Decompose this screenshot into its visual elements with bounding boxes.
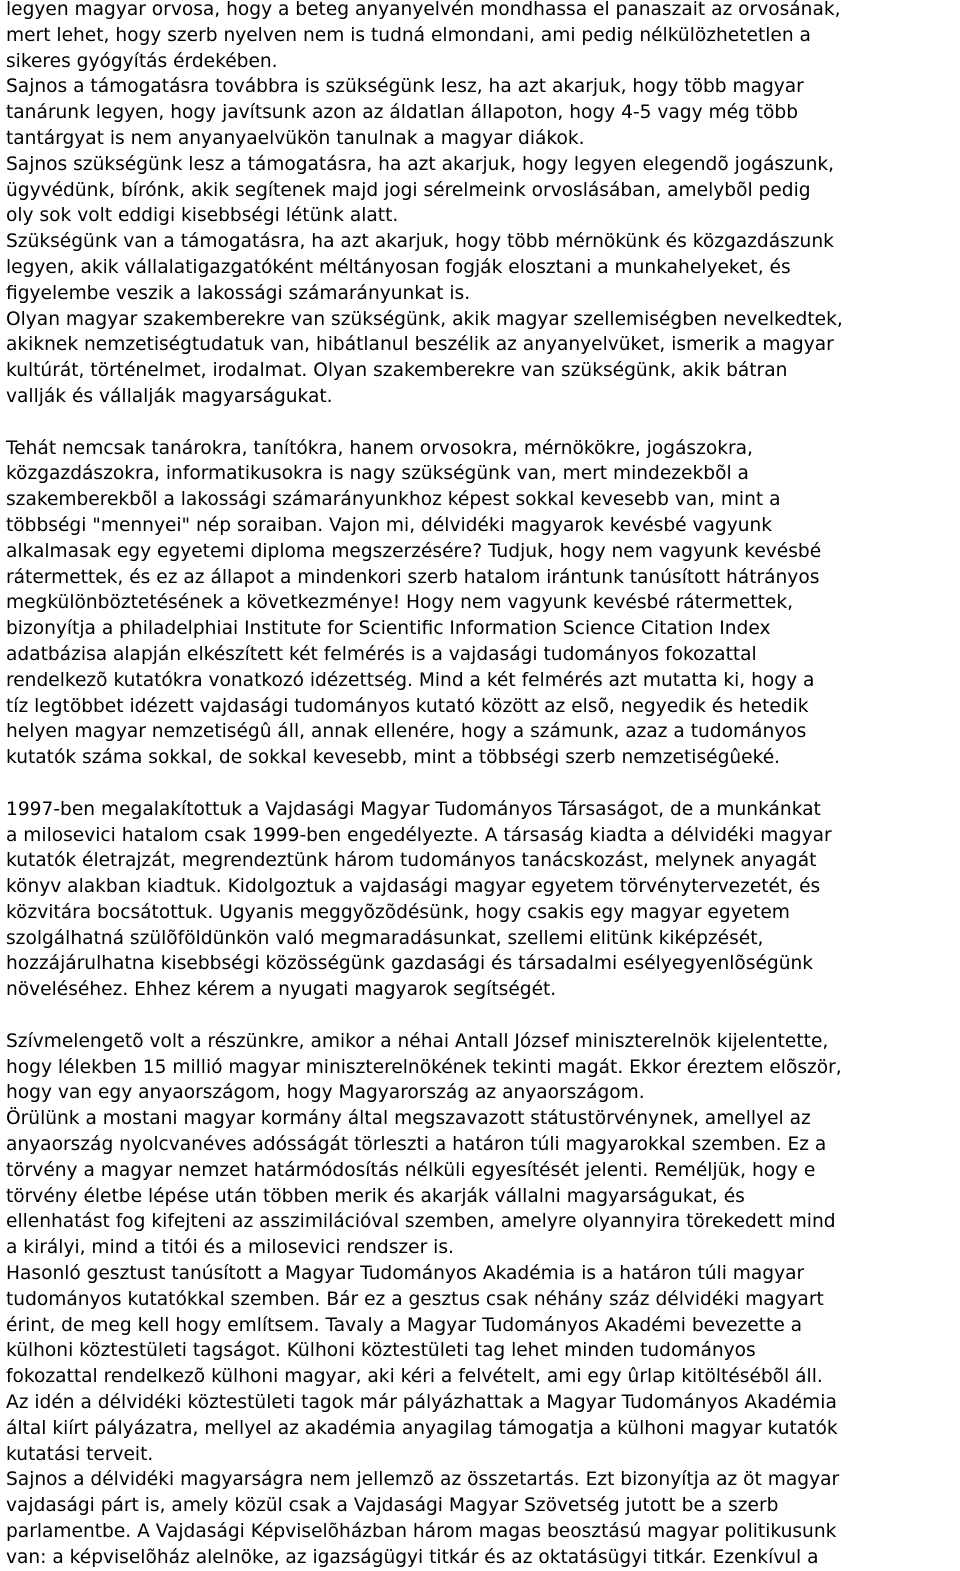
text-line: növeléséhez. Ehhez kérem a nyugati magyarok segítségét. bbox=[6, 979, 557, 1001]
text-line: vallják és vállalják magyarságukat. bbox=[6, 385, 333, 407]
text-line: kutatási terveit. bbox=[6, 1443, 154, 1465]
text-line: kutatók életrajzát, megrendeztünk három tudományos tanácskozást, melynek anyagát bbox=[6, 850, 817, 872]
text-line: szakemberekbõl a lakossági számarányunkhoz képest sokkal kevesebb van, mint a bbox=[6, 489, 781, 511]
text-line: Sajnos szükségünk lesz a támogatásra, ha azt akarjuk, hogy legyen elegendõ jogászunk, bbox=[6, 153, 835, 175]
text-line: anyaország nyolcvanéves adósságát törleszti a határon túli magyarokkal szemben. Ez a bbox=[6, 1134, 827, 1156]
text-line: Örülünk a mostani magyar kormány által megszavazott státustörvénynek, amellyel az bbox=[6, 1108, 811, 1130]
text-line: 1997-ben megalakítottuk a Vajdasági Magyar Tudományos Társaságot, de a munkánkat bbox=[6, 798, 821, 820]
text-line: legyen, akik vállalatigazgatóként méltányosan fogják elosztani a munkahelyeket, és bbox=[6, 256, 791, 278]
text-line: Sajnos a délvidéki magyarságra nem jellemzõ az összetartás. Ezt bizonyítja az öt magyar bbox=[6, 1469, 840, 1491]
paragraph-block-2 bbox=[6, 436, 956, 771]
text-line: kutatók száma sokkal, de sokkal kevesebb, mint a többségi szerb nemzetiségûeké. bbox=[6, 747, 781, 769]
text-line: bizonyítja a philadelphiai Institute for Scientific Information Science Citation Index bbox=[6, 618, 771, 640]
text-line: tantárgyat is nem anyanyaelvükön tanulnak a magyar diákok. bbox=[6, 127, 585, 149]
text-line: többségi "mennyei" nép soraiban. Vajon mi, délvidéki magyarok kevésbé vagyunk bbox=[6, 514, 773, 536]
text-line: ellenhatást fog kifejteni az asszimilációval szemben, amelyre olyannyira törekedett mind bbox=[6, 1211, 836, 1233]
text-line: Az idén a délvidéki köztestületi tagok már pályázhattak a Magyar Tudományos Akadémia bbox=[6, 1392, 837, 1414]
text-line: vajdasági párt is, amely közül csak a Vajdasági Magyar Szövetség jutott be a szerb bbox=[6, 1495, 779, 1517]
text-line: hozzájárulhatna kisebbségi közösségünk gazdasági és társadalmi esélyegyenlõségünk bbox=[6, 953, 814, 975]
text-line: érint, de meg kell hogy említsem. Tavaly a Magyar Tudományos Akadémi bevezette a bbox=[6, 1314, 803, 1336]
text-line: tíz legtöbbet idézett vajdasági tudományos kutató között az elsõ, negyedik és hetedik bbox=[6, 695, 809, 717]
paragraph-block-1 bbox=[6, 0, 956, 410]
text-line: közvitára bocsátottuk. Ugyanis meggyõzõdésünk, hogy csakis egy magyar egyetem bbox=[6, 901, 790, 923]
text-line: helyen magyar nemzetiségû áll, annak ellenére, hogy a számunk, azaz a tudományos bbox=[6, 721, 807, 743]
text-line: szolgálhatná szülõföldünkön való megmaradásunkat, szellemi elitünk kiképzését, bbox=[6, 927, 764, 949]
text-line: Szükségünk van a támogatásra, ha azt akarjuk, hogy több mérnökünk és közgazdászunk bbox=[6, 231, 834, 253]
text-line: közgazdászokra, informatikusokra is nagy szükségünk van, mert mindezekbõl a bbox=[6, 463, 749, 485]
text-line: oly sok volt eddigi kisebbségi létünk alatt. bbox=[6, 205, 399, 227]
text-line: mert lehet, hogy szerb nyelven nem is tudná elmondani, ami pedig nélkülözhetetlen a bbox=[6, 24, 811, 46]
text-line: megkülönböztetésének a következménye! Hogy nem vagyunk kevésbé rátermettek, bbox=[6, 592, 793, 614]
paragraph-gap bbox=[6, 1003, 956, 1029]
text-line: által kiírt pályázatra, mellyel az akadémia anyagilag támogatja a külhoni magyar kutatók bbox=[6, 1417, 838, 1439]
text-line: Sajnos a támogatásra továbbra is szükségünk lesz, ha azt akarjuk, hogy több magyar bbox=[6, 76, 804, 98]
text-line: alkalmasak egy egyetemi diploma megszerzésére? Tudjuk, hogy nem vagyunk kevésbé bbox=[6, 540, 822, 562]
text-line: parlamentbe. A Vajdasági Képviselõházban három magas beosztású magyar politikusunk bbox=[6, 1521, 837, 1543]
text-line: törvény a magyar nemzet határmódosítás nélküli egyesítését jelenti. Reméljük, hogy e bbox=[6, 1159, 816, 1181]
text-line: hogy van egy anyaországom, hogy Magyarország az anyaországom. bbox=[6, 1082, 645, 1104]
document-body bbox=[6, 0, 956, 1571]
text-line: külhoni köztestületi tagságot. Külhoni köztestületi tag lehet minden tudományos bbox=[6, 1340, 756, 1362]
text-line: törvény életbe lépése után többen merik és akarják vállalni magyarságukat, és bbox=[6, 1185, 745, 1207]
paragraph-gap bbox=[6, 410, 956, 436]
text-line: rendelkezõ kutatókra vonatkozó idézettség. Mind a két felmérés azt mutatta ki, hogy a bbox=[6, 669, 815, 691]
text-line: rátermettek, és ez az állapot a mindenkori szerb hatalom irántunk tanúsított hátrányos bbox=[6, 566, 820, 588]
text-line: Olyan magyar szakemberekre van szükségünk, akik magyar szellemiségben nevelkedtek, bbox=[6, 308, 843, 330]
text-line: Szívmelengetõ volt a részünkre, amikor a néhai Antall József miniszterelnök kijelentette, bbox=[6, 1030, 829, 1052]
text-line: kultúrát, történelmet, irodalmat. Olyan szakemberekre van szükségünk, akik bátran bbox=[6, 360, 788, 382]
text-line: akiknek nemzetiségtudatuk van, hibátlanul beszélik az anyanyelvüket, ismerik a magyar bbox=[6, 334, 834, 356]
paragraph-block-4 bbox=[6, 1029, 956, 1571]
text-line: Hasonló gesztust tanúsított a Magyar Tudományos Akadémia is a határon túli magyar bbox=[6, 1263, 805, 1285]
paragraph-block-3 bbox=[6, 797, 956, 1003]
paragraph-gap bbox=[6, 771, 956, 797]
text-line: Tehát nemcsak tanárokra, tanítókra, hanem orvosokra, mérnökökre, jogászokra, bbox=[6, 437, 753, 459]
text-line: könyv alakban kiadtuk. Kidolgoztuk a vajdasági magyar egyetem törvénytervezetét, és bbox=[6, 876, 821, 898]
text-line: adatbázisa alapján elkészített két felmérés is a vajdasági tudományos fokozattal bbox=[6, 643, 757, 665]
text-line: a királyi, mind a titói és a milosevici rendszer is. bbox=[6, 1237, 454, 1259]
text-line: legyen magyar orvosa, hogy a beteg anyanyelvén mondhassa el panaszait az orvosának, bbox=[6, 0, 841, 20]
text-line: ügyvédünk, bírónk, akik segítenek majd jogi sérelmeink orvoslásában, amelybõl pedig bbox=[6, 179, 811, 201]
text-line: a milosevici hatalom csak 1999-ben engedélyezte. A társaság kiadta a délvidéki magyar bbox=[6, 824, 832, 846]
text-line: hogy lélekben 15 millió magyar miniszterelnökének tekinti magát. Ekkor éreztem elõször, bbox=[6, 1056, 842, 1078]
text-line: figyelembe veszik a lakossági számarányunkat is. bbox=[6, 282, 471, 304]
text-line: sikeres gyógyítás érdekében. bbox=[6, 50, 278, 72]
text-line: tanárunk legyen, hogy javítsunk azon az áldatlan állapoton, hogy 4-5 vagy még több bbox=[6, 102, 799, 124]
text-line: fokozattal rendelkezõ külhoni magyar, aki kéri a felvételt, ami egy ûrlap kitöltésébõl áll. bbox=[6, 1366, 823, 1388]
text-line: van: a képviselõház alelnöke, az igazságügyi titkár és az oktatásügyi titkár. Ezenkívul a bbox=[6, 1546, 819, 1568]
text-line: tudományos kutatókkal szemben. Bár ez a gesztus csak néhány száz délvidéki magyart bbox=[6, 1288, 824, 1310]
